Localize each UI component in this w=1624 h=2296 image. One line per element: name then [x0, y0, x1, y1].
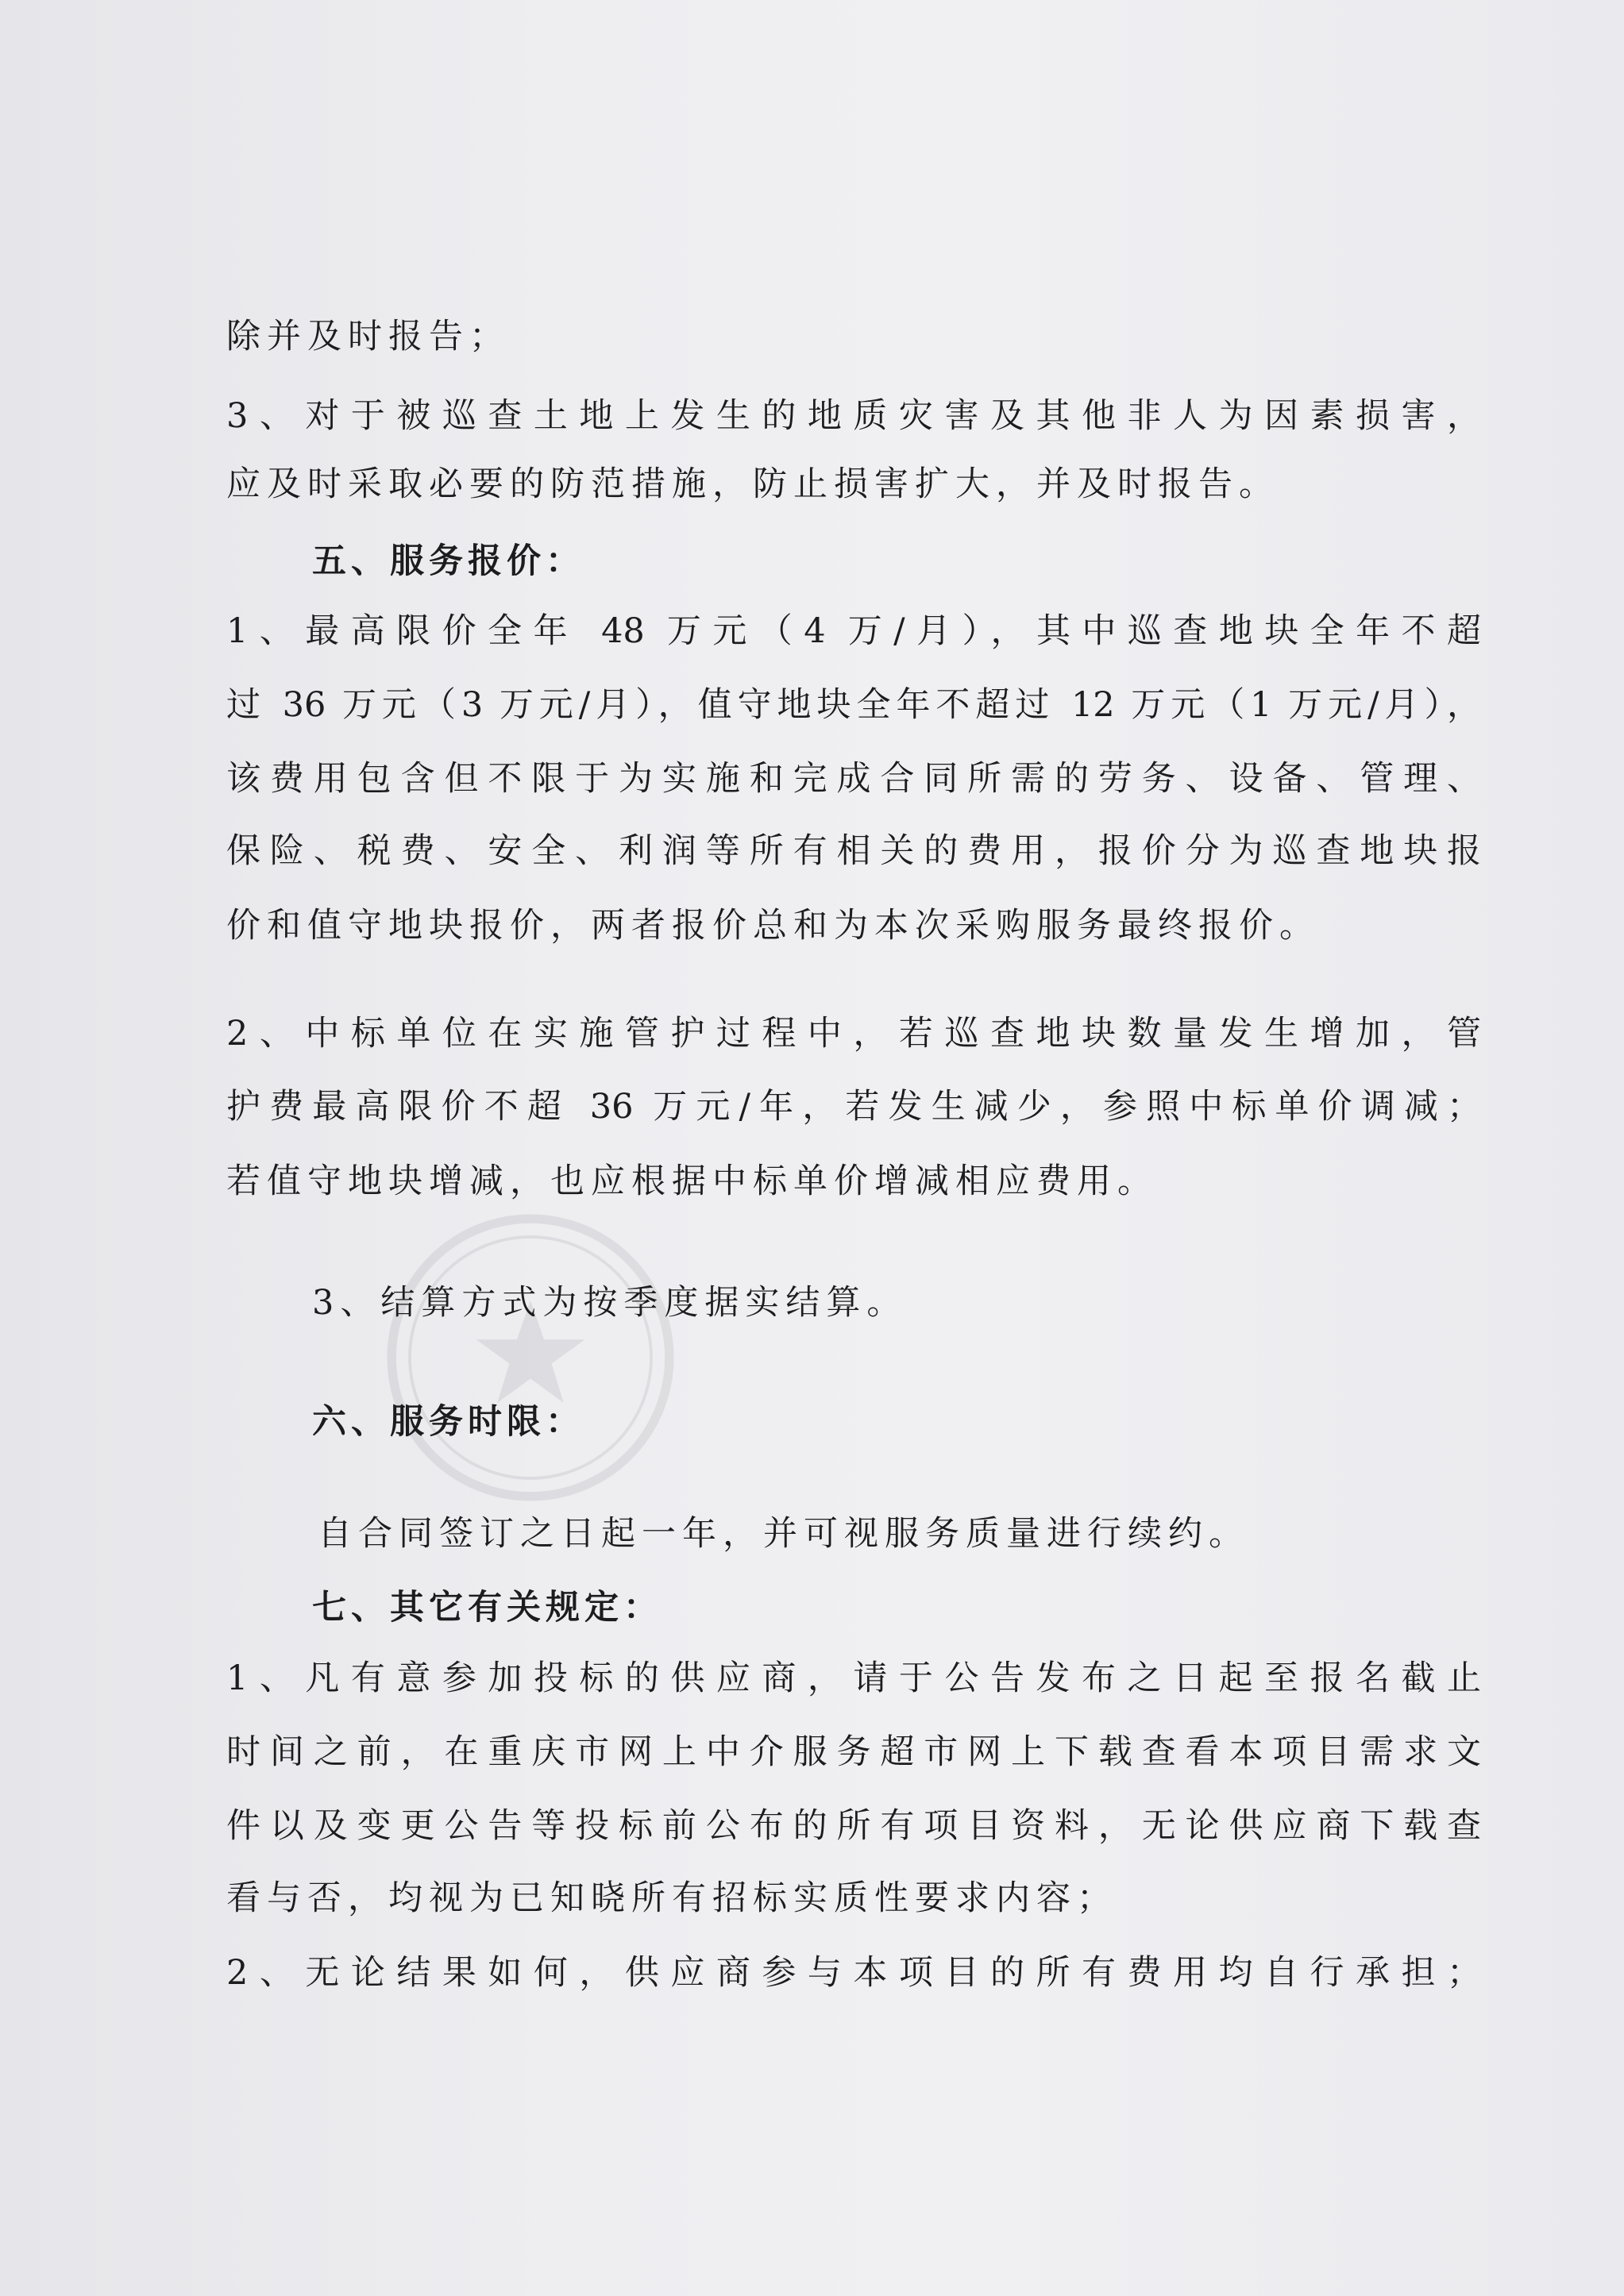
text-line: 时间之前，在重庆市网上中介服务超市网上下载查看本项目需求文 [226, 1732, 1481, 1772]
official-seal-icon [380, 1207, 681, 1508]
text-line: 除并及时报告； [226, 317, 510, 356]
text-line: 3、结算方式为按季度据实结算。 [312, 1283, 908, 1323]
text-line: 该费用包含但不限于为实施和完成合同所需的劳务、设备、管理、 [226, 759, 1481, 799]
text-line: 若值守地块增减，也应根据中标单价增减相应费用。 [226, 1161, 1158, 1201]
text-line: 1、凡有意参加投标的供应商，请于公告发布之日起至报名截止 [226, 1658, 1481, 1698]
text-line: 1、最高限价全年 48 万元（4 万/月），其中巡查地块全年不超 [226, 611, 1481, 651]
text-line: 护费最高限价不超 36 万元/年，若发生减少，参照中标单价调减； [226, 1087, 1481, 1127]
section-heading: 五、服务报价： [312, 541, 584, 581]
text-line: 价和值守地块报价，两者报价总和为本次采购服务最终报价。 [226, 906, 1320, 946]
text-line: 2、无论结果如何，供应商参与本项目的所有费用均自行承担； [226, 1953, 1481, 1993]
section-heading: 六、服务时限： [312, 1402, 584, 1442]
section-heading: 七、其它有关规定： [312, 1588, 662, 1628]
text-line: 自合同签订之日起一年，并可视服务质量进行续约。 [318, 1514, 1249, 1554]
text-line: 保险、税费、安全、利润等所有相关的费用，报价分为巡查地块报 [226, 831, 1481, 871]
text-line: 2、中标单位在实施管护过程中，若巡查地块数量发生增加，管 [226, 1014, 1481, 1054]
text-line: 应及时采取必要的防范措施，防止损害扩大，并及时报告。 [226, 464, 1279, 504]
text-line: 过 36 万元（3 万元/月），值守地块全年不超过 12 万元（1 万元/月）， [226, 685, 1481, 725]
text-line: 看与否，均视为已知晓所有招标实质性要求内容； [226, 1878, 1117, 1918]
text-line: 件以及变更公告等投标前公布的所有项目资料，无论供应商下载查 [226, 1806, 1481, 1846]
text-line: 3、对于被巡查土地上发生的地质灾害及其他非人为因素损害， [226, 396, 1481, 436]
